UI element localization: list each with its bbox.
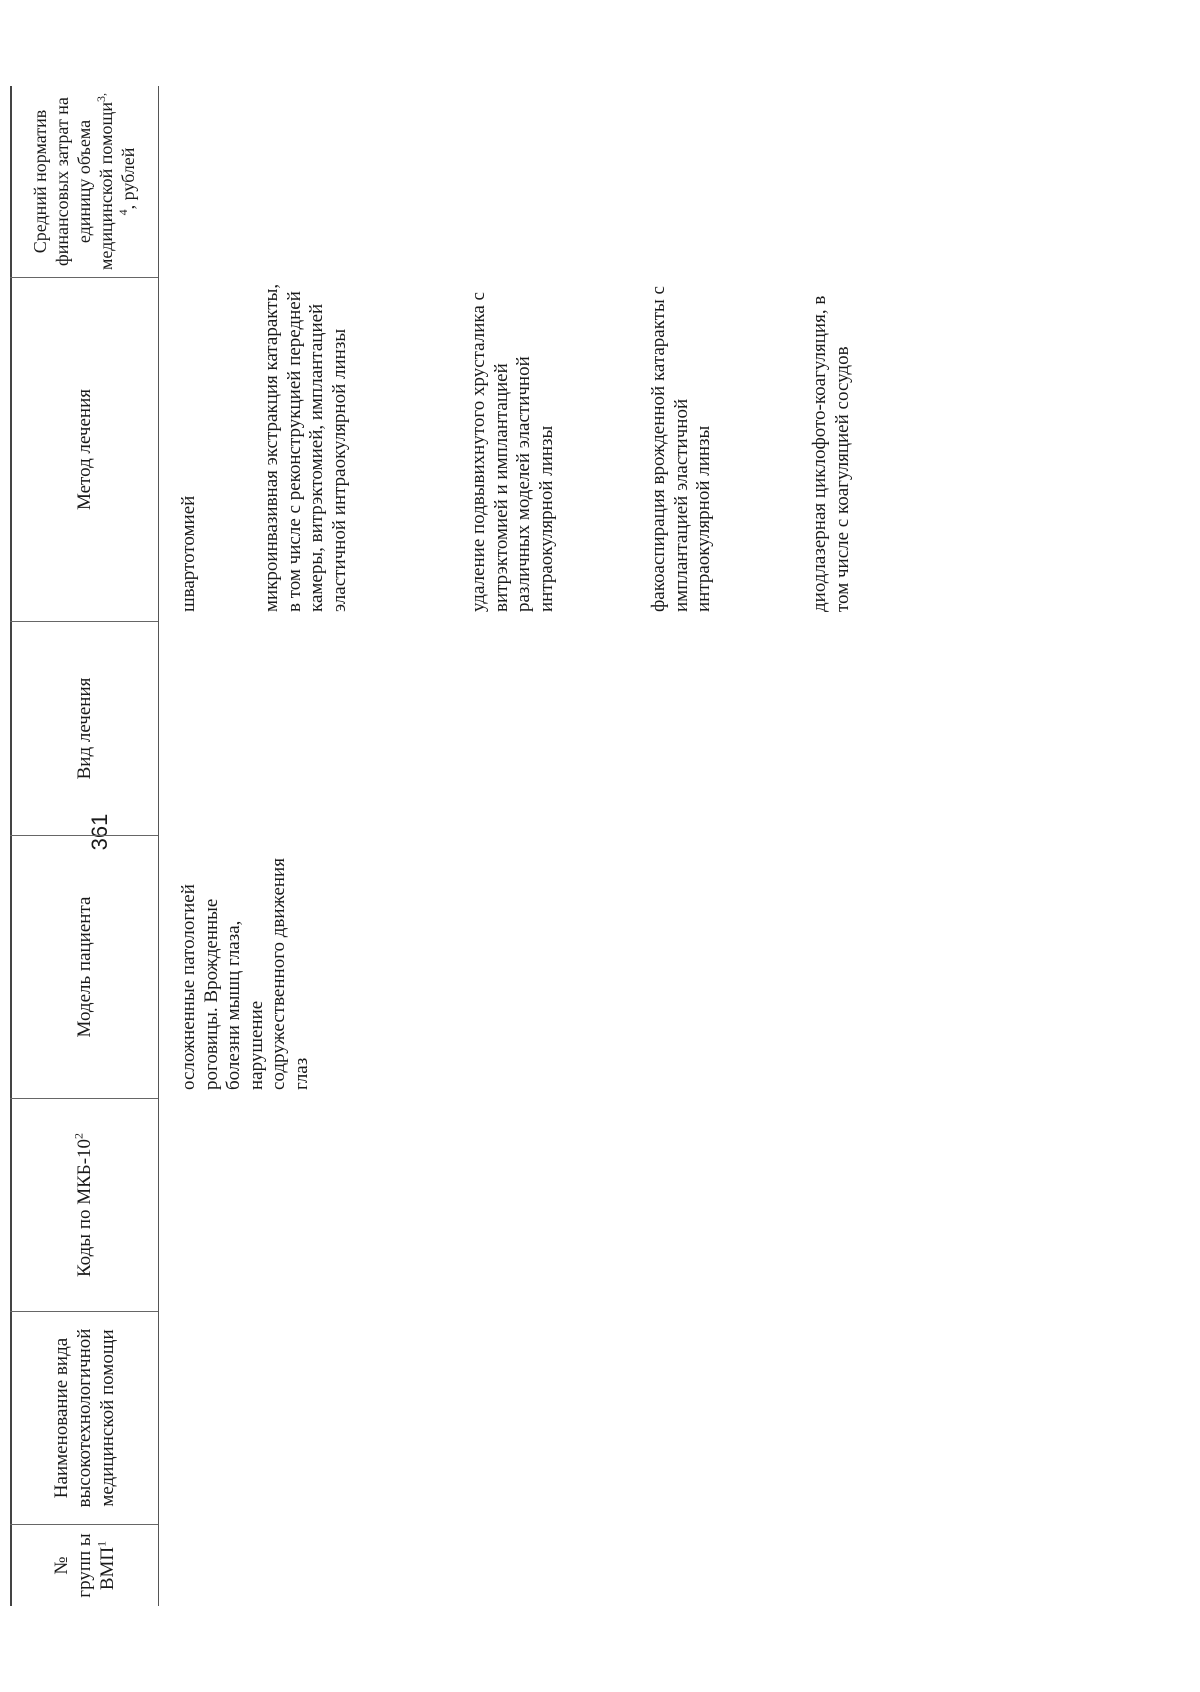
method-item: диодлазерная циклофото-коагуляция, в том числе с коагуляцией сосудов: [809, 295, 853, 612]
header-treatment-type: Вид лечения: [10, 621, 158, 835]
patient-model-text: осложненные патологией роговицы. Врожденные болезни мышц глаза, нарушение содружественного движения глаз: [178, 858, 312, 1090]
header-group-number: № групп ы ВМП$^1$: [10, 1524, 158, 1606]
header-care-type-name: Наименование вида высокотехнологичной медицинской помощи: [10, 1311, 158, 1524]
method-item: микроинвазивная экстракция катаракты, в том числе с реконструкцией передней камеры, витрэктомией, имплантацией эластичной интраокулярной линзы: [261, 283, 350, 612]
header-average-cost: Средний норматив финансовых затрат на единицу объема медицинской помощи$^{3, 4}$, рублей: [30, 93, 138, 270]
table-header-bottom-border: [158, 86, 159, 1606]
page-number: 361: [87, 813, 112, 851]
method-item: швартотомией: [178, 495, 199, 612]
header-icd-codes: Коды по МКБ-$10^2$: [10, 1098, 158, 1311]
method-item: факоаспирация врожденной катаракты с имплантацией эластичной интраокулярной линзы: [648, 286, 714, 612]
header-patient-model: Модель пациента: [10, 835, 158, 1098]
rotated-table: [10, 86, 1090, 1606]
table-header: [10, 86, 158, 1606]
method-item: удаление подвывихнутого хрусталика с витрэктомией и имплантацией различных моделей эластичной интраокулярной линзы: [468, 292, 557, 612]
header-treatment-method: Метод лечения: [10, 277, 158, 621]
